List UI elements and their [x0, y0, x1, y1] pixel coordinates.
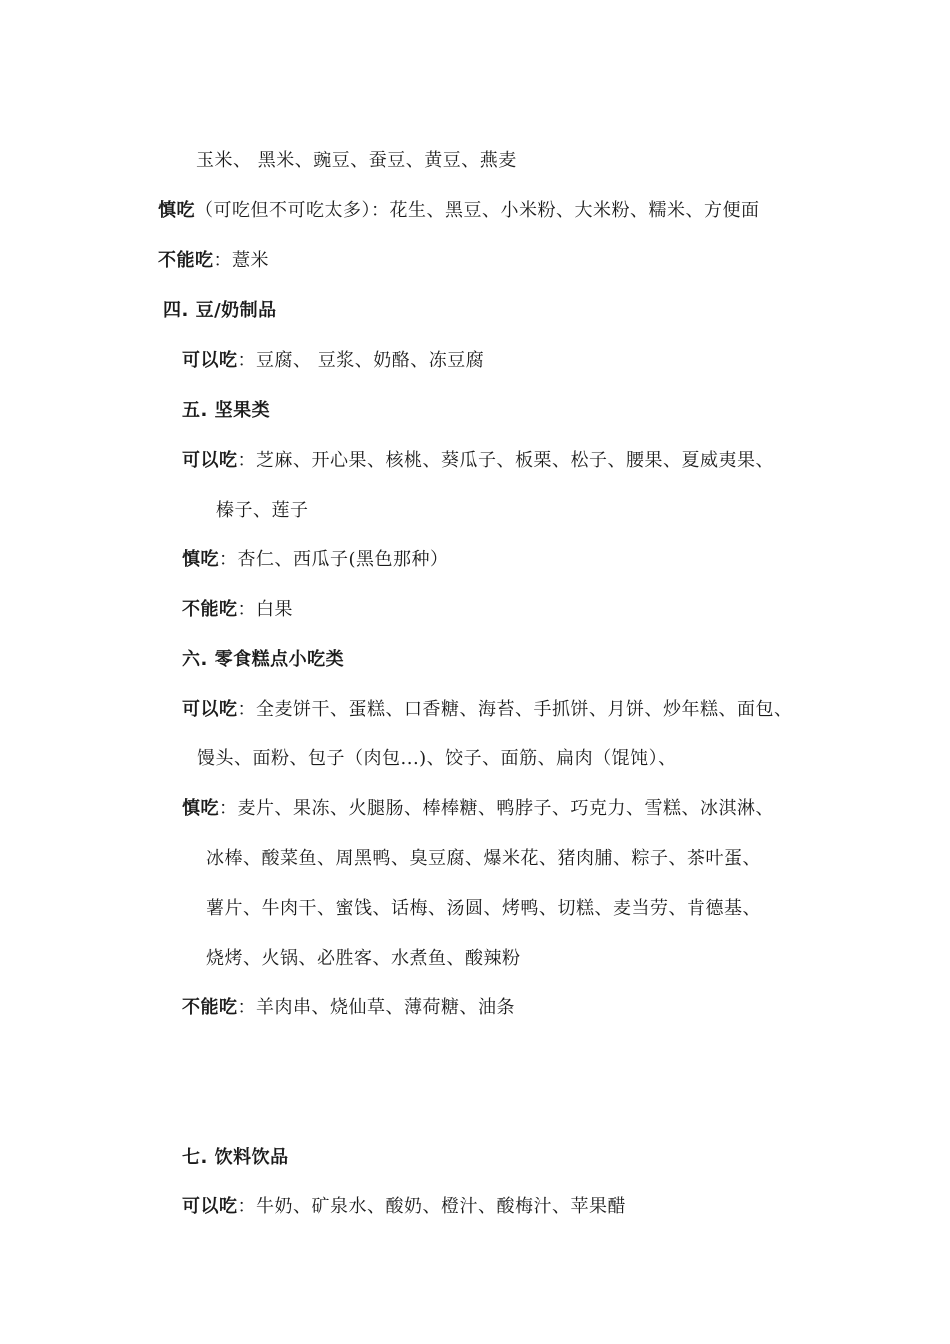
- can-label: 可以吃: [182, 350, 238, 371]
- snacks-careful-continued-2: 薯片、牛肉干、蜜饯、话梅、汤圆、烤鸭、切糕、麦当劳、肯德基、: [206, 898, 761, 919]
- can-items: ：豆腐、 豆浆、奶酪、冻豆腐: [237, 350, 485, 371]
- can-label: 可以吃: [182, 699, 238, 720]
- nuts-cannot-line: [182, 598, 293, 622]
- cannot-label: 不能吃: [182, 599, 238, 620]
- snacks-careful-line: [182, 797, 774, 821]
- nuts-careful-line: [182, 548, 449, 572]
- can-items: ：全麦饼干、蛋糕、口香糖、海苔、手抓饼、月饼、炒年糕、面包、: [237, 699, 793, 720]
- cannot-label: 不能吃: [182, 997, 238, 1018]
- nuts-can-continued: 榛子、莲子: [216, 500, 309, 521]
- can-label: 可以吃: [182, 450, 238, 471]
- section-heading-snacks: 六. 零食糕点小吃类: [182, 649, 345, 670]
- can-label: 可以吃: [182, 1196, 238, 1217]
- can-items: ：牛奶、矿泉水、酸奶、橙汁、酸梅汁、苹果醋: [237, 1196, 626, 1217]
- grains-can-eat-continued: 玉米、 黑米、豌豆、蚕豆、黄豆、燕麦: [196, 150, 517, 171]
- careful-items: ：麦片、果冻、火腿肠、棒棒糖、鸭脖子、巧克力、雪糕、冰淇淋、: [219, 798, 774, 819]
- snacks-careful-continued-1: 冰棒、酸菜鱼、周黑鸭、臭豆腐、爆米花、猪肉脯、粽子、茶叶蛋、: [206, 848, 761, 869]
- snacks-cannot-line: [182, 996, 515, 1020]
- cannot-items: ：羊肉串、烧仙草、薄荷糖、油条: [237, 997, 515, 1018]
- snacks-can-line: [182, 698, 793, 722]
- grains-careful-line: [158, 199, 760, 223]
- section-heading-drinks: 七. 饮料饮品: [182, 1147, 289, 1168]
- careful-label: 慎吃: [158, 200, 195, 221]
- careful-label: 慎吃: [182, 549, 219, 570]
- cannot-items: ：白果: [237, 599, 293, 620]
- cannot-label: 不能吃: [158, 250, 214, 271]
- section-heading-nuts: 五. 坚果类: [182, 400, 271, 421]
- nuts-can-line: [182, 449, 774, 473]
- snacks-can-continued: 馒头、面粉、包子（肉包...)、饺子、面筋、扁肉（馄饨）、: [197, 748, 677, 769]
- can-items: ：芝麻、开心果、核桃、葵瓜子、板栗、松子、腰果、夏威夷果、: [237, 450, 774, 471]
- grains-cannot-line: [158, 249, 269, 273]
- snacks-careful-continued-3: 烧烤、火锅、必胜客、水煮鱼、酸辣粉: [206, 948, 521, 969]
- careful-label: 慎吃: [182, 798, 219, 819]
- cannot-items: ：薏米: [213, 250, 269, 271]
- dairy-can-line: [182, 349, 484, 373]
- section-heading-dairy: 四. 豆/奶制品: [163, 300, 277, 321]
- drinks-can-line: [182, 1195, 626, 1219]
- careful-items: （可吃但不可吃太多）：花生、黑豆、小米粉、大米粉、糯米、方便面: [195, 200, 760, 221]
- careful-items: ：杏仁、西瓜子(黑色那种）: [219, 549, 449, 570]
